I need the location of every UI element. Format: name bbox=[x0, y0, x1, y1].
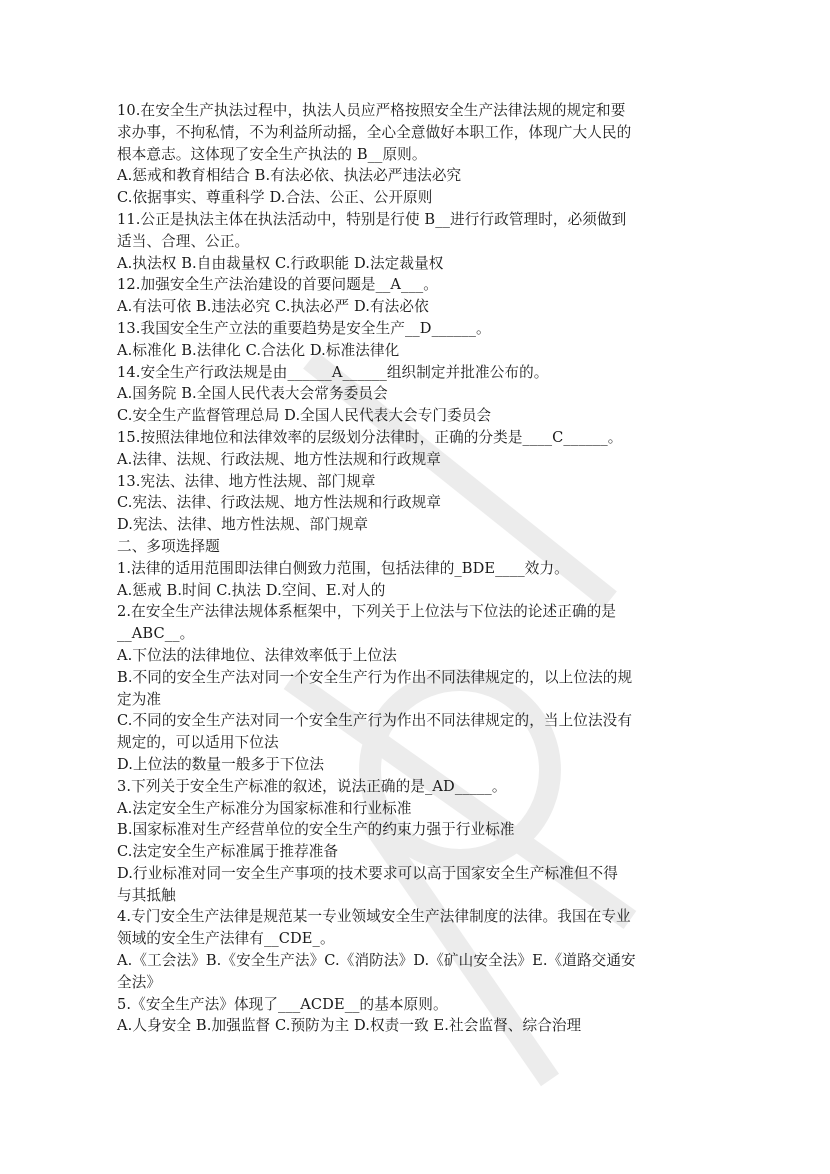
text-line: D.行业标准对同一安全生产事项的技术要求可以高于国家安全生产标准但不得 bbox=[117, 864, 618, 882]
text-line: 13.宪法、法律、地方性法规、部门规章 bbox=[117, 472, 376, 490]
text-line: A.法定安全生产标准分为国家标准和行业标准 bbox=[117, 799, 412, 817]
text-line: A.下位法的法律地位、法律效率低于上位法 bbox=[117, 646, 397, 664]
text-line: A.有法可依 B.违法必究 C.执法必严 D.有法必依 bbox=[117, 298, 429, 316]
text-line: A.人身安全 B.加强监督 C.预防为主 D.权责一致 E.社会监督、综合治理 bbox=[117, 1017, 582, 1035]
text-line: 11.公正是执法主体在执法活动中，特别是行使 B__进行行政管理时，必须做到 bbox=[117, 210, 627, 228]
text-line: A.惩戒 B.时间 C.执法 D.空间、E.对人的 bbox=[117, 581, 386, 599]
text-line: A.执法权 B.自由裁量权 C.行政职能 D.法定裁量权 bbox=[117, 254, 444, 272]
text-line: 13.我国安全生产立法的重要趋势是安全生产__D______。 bbox=[117, 319, 491, 337]
section-heading: 二、多项选择题 bbox=[117, 537, 220, 555]
text-line: 15.按照法律地位和法律效率的层级划分法律时，正确的分类是____C______。 bbox=[117, 428, 623, 446]
text-line: A.惩戒和教育相结合 B.有法必依、执法必严违法必究 bbox=[117, 167, 462, 185]
text-line: A.法律、法规、行政法规、地方性法规和行政规章 bbox=[117, 450, 441, 468]
text-line: A.国务院 B.全国人民代表大会常务委员会 bbox=[117, 385, 388, 403]
text-line: B.不同的安全生产法对同一个安全生产行为作出不同法律规定的，以上位法的规 bbox=[117, 668, 633, 686]
text-line: 与其抵触 bbox=[117, 886, 176, 904]
text-line: D.上位法的数量一般多于下位法 bbox=[117, 755, 325, 773]
text-line: C.安全生产监督管理总局 D.全国人民代表大会专门委员会 bbox=[117, 407, 492, 425]
text-line: 2.在安全生产法律法规体系框架中，下列关于上位法与下位法的论述正确的是 bbox=[117, 603, 617, 621]
text-line: 1.法律的适用范围即法律白侧致力范围，包括法律的_BDE____效力。 bbox=[117, 559, 569, 577]
text-line: 12.加强安全生产法治建设的首要问题是__A___。 bbox=[117, 276, 438, 294]
text-line: 3.下列关于安全生产标准的叙述，说法正确的是_AD_____。 bbox=[117, 777, 507, 795]
question-text-block bbox=[117, 100, 717, 1037]
text-line: 10.在安全生产执法过程中，执法人员应严格按照安全生产法律法规的规定和要 bbox=[117, 102, 626, 119]
text-line: 定为准 bbox=[117, 690, 162, 708]
text-line: 领域的安全生产法律有__CDE_。 bbox=[117, 930, 335, 948]
text-line: 根本意志。这体现了安全生产执法的 B__原则。 bbox=[117, 145, 427, 163]
text-line: A.《工会法》B.《安全生产法》C.《消防法》D.《矿山安全法》E.《道路交通安 bbox=[117, 952, 636, 970]
text-line: __ABC__。 bbox=[117, 625, 195, 643]
text-line: 规定的，可以适用下位法 bbox=[117, 734, 279, 752]
text-line: 5.《安全生产法》体现了___ACDE__的基本原则。 bbox=[117, 995, 448, 1013]
text-line: B.国家标准对生产经营单位的安全生产的约束力强于行业标准 bbox=[117, 821, 515, 839]
text-line: 适当、合理、公正。 bbox=[117, 232, 250, 250]
text-line: A.标准化 B.法律化 C.合法化 D.标准法律化 bbox=[117, 341, 400, 359]
text-line: C.法定安全生产标准属于推荐准备 bbox=[117, 843, 339, 861]
text-line: 全法》 bbox=[117, 973, 162, 991]
text-line: C.宪法、法律、行政法规、地方性法规和行政规章 bbox=[117, 494, 442, 512]
text-line: C.不同的安全生产法对同一个安全生产行为作出不同法律规定的，当上位法没有 bbox=[117, 712, 633, 730]
text-line: D.宪法、法律、地方性法规、部门规章 bbox=[117, 516, 369, 534]
text-line: C.依据事实、尊重科学 D.合法、公正、公开原则 bbox=[117, 189, 433, 207]
text-line: 4.专门安全生产法律是规范某一专业领域安全生产法律制度的法律。我国在专业 bbox=[117, 908, 631, 926]
text-line: 14.安全生产行政法规是由______A______组织制定并批准公布的。 bbox=[117, 363, 549, 381]
text-line: 求办事，不拘私情，不为利益所动摇，全心全意做好本职工作，体现广大人民的 bbox=[117, 123, 632, 141]
